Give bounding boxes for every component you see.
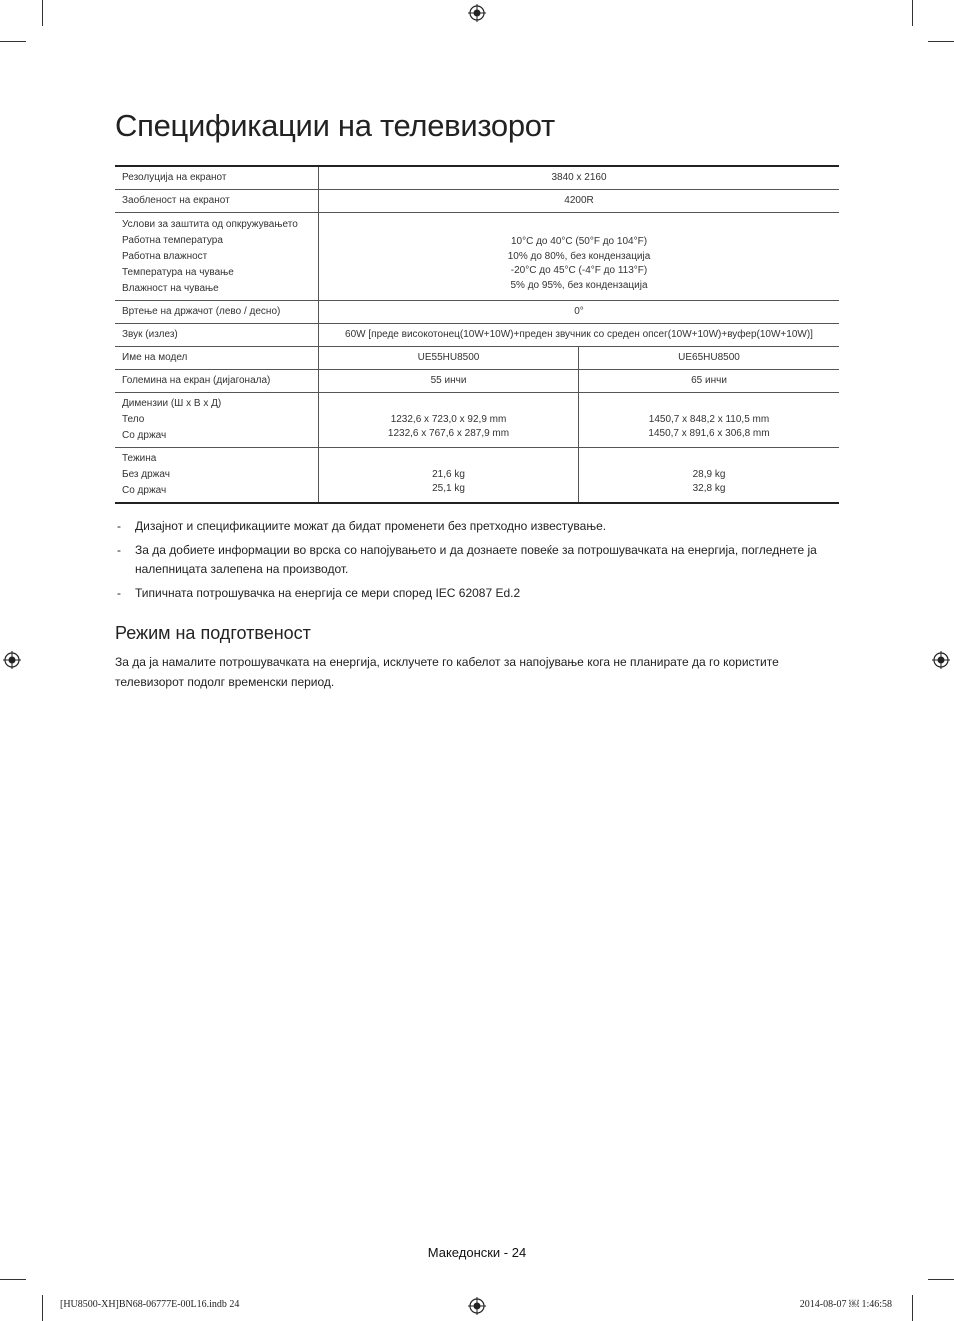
value-line: 21,6 kg [432, 468, 465, 480]
row-value: 4200R [319, 190, 840, 213]
row-value: 0° [319, 301, 840, 324]
registration-mark-icon [468, 1297, 486, 1315]
label-line: Со држач [122, 485, 167, 496]
table-row [115, 190, 839, 213]
value-line: 10% до 80%, без кондензација [507, 250, 651, 262]
value-line: 32,8 kg [692, 483, 726, 494]
note-text: Дизајнот и спецификациите можат да бидат променети без претходно известување. [135, 519, 607, 533]
row-label [115, 448, 319, 504]
table-row [115, 324, 839, 347]
notes-list [117, 517, 837, 608]
table-row [115, 166, 839, 190]
row-label: Резолуција на екранот [115, 166, 319, 190]
list-item [117, 517, 837, 536]
value-line: 1450,7 x 848,2 x 110,5 mm [648, 413, 770, 425]
label-line: Тежина [122, 453, 157, 464]
list-item [117, 541, 837, 579]
value-line: 28,9 kg [692, 468, 726, 480]
label-line: Без држач [122, 469, 170, 480]
value-line: 25,1 kg [432, 483, 465, 494]
value-line: 10°C до 40°C (50°F до 104°F) [510, 236, 648, 247]
table-row [115, 370, 839, 393]
row-value: 65 инчи [579, 370, 840, 393]
value-line: 5% до 95%, без кондензација [510, 279, 648, 291]
row-label: Заобленост на екранот [115, 190, 319, 213]
table-row [115, 213, 839, 301]
crop-mark [912, 1295, 913, 1321]
row-label: Вртење на држачот (лево / десно) [115, 301, 319, 324]
registration-mark-icon [932, 651, 950, 669]
row-label [115, 393, 319, 448]
row-value [319, 213, 840, 301]
page-title: Спецификации на телевизорот [115, 108, 555, 143]
value-line: 1232,6 x 767,6 x 287,9 mm [387, 428, 510, 439]
list-item [117, 584, 837, 603]
section-heading: Режим на подготвеност [115, 623, 311, 643]
row-value: 60W [преде високотонец(10W+10W)+преден звучник со среден опсег(10W+10W)+вуфер(10W+10W)] [319, 324, 840, 347]
crop-mark [912, 0, 913, 26]
registration-mark-icon [3, 651, 21, 669]
label-line: Температура на чување [122, 267, 234, 278]
crop-mark [928, 41, 954, 42]
row-label: Звук (излез) [115, 324, 319, 347]
row-value: UE65HU8500 [579, 347, 840, 370]
bullet-dash: - [117, 543, 121, 557]
row-label: Име на модел [115, 347, 319, 370]
row-value: UE55HU8500 [319, 347, 579, 370]
label-line: Влажност на чување [122, 283, 219, 294]
row-label [115, 213, 319, 301]
value-line: 1232,6 x 723,0 x 92,9 mm [390, 413, 507, 425]
label-line: Со држач [122, 430, 167, 441]
table-row [115, 347, 839, 370]
registration-mark-icon [468, 4, 486, 22]
crop-mark [0, 1279, 26, 1280]
crop-mark [0, 41, 26, 42]
crop-mark [928, 1279, 954, 1280]
file-slug: [HU8500-XH]BN68-06777E-00L16.indb 24 [60, 1299, 240, 1310]
section-paragraph: За да ја намалите потрошувачката на енергија, исклучете го кабелот за напојување кога не планирате да го користите телевизорот подолг временски период. [115, 655, 779, 689]
row-value: 3840 x 2160 [319, 166, 840, 190]
table-row [115, 393, 839, 448]
bullet-dash: - [117, 519, 121, 533]
print-timestamp: 2014-08-07 ￼ 1:46:58 [799, 1299, 892, 1310]
row-value [579, 393, 840, 448]
label-line: Тело [122, 414, 145, 425]
table-row [115, 448, 839, 504]
row-label: Големина на екран (дијагонала) [115, 370, 319, 393]
label-line: Димензии (Ш x В x Д) [122, 398, 222, 409]
page-number: Македонски - 24 [427, 1245, 527, 1260]
table-row [115, 301, 839, 324]
label-line: Услови за заштита од опкружувањето [122, 219, 298, 230]
row-value [319, 448, 579, 504]
note-text: Типичната потрошувачка на енергија се мери според IEC 62087 Ed.2 [135, 586, 521, 600]
spec-table [115, 165, 839, 504]
row-value [319, 393, 579, 448]
value-line: -20°C до 45°C (-4°F до 113°F) [510, 265, 648, 276]
row-value [579, 448, 840, 504]
value-line: 1450,7 x 891,6 x 306,8 mm [648, 428, 770, 439]
crop-mark [42, 0, 43, 26]
row-value: 55 инчи [319, 370, 579, 393]
crop-mark [42, 1295, 43, 1321]
label-line: Работна температура [122, 235, 223, 246]
note-text: За да добиете информации во врска со напојувањето и да дознаете повеќе за потрошувачката на енергија, погледнете ја налепницата залепена на производот. [135, 543, 817, 576]
label-line: Работна влажност [122, 251, 208, 262]
bullet-dash: - [117, 586, 121, 600]
